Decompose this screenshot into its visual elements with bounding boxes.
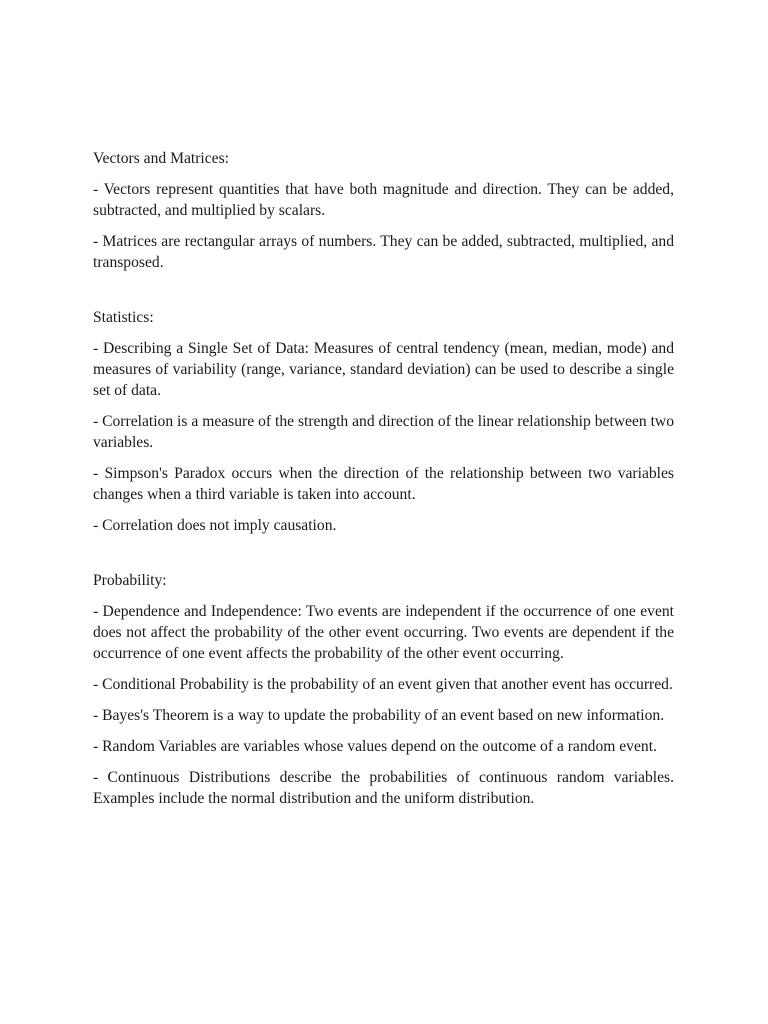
paragraph: - Matrices are rectangular arrays of numbers. They can be added, subtracted, multiplied, and transposed.	[93, 233, 674, 271]
paragraph: - Dependence and Independence: Two events are independent if the occurrence of one event does not affect the probability of the other event occurring. Two events are dependent if the occurrence of one event affects the probability of the other event occurring.	[93, 603, 674, 662]
paragraph: - Vectors represent quantities that have both magnitude and direction. They can be added, subtracted, and multiplied by scalars.	[93, 181, 674, 219]
paragraph: - Bayes's Theorem is a way to update the probability of an event based on new information.	[93, 707, 665, 724]
paragraph: - Correlation is a measure of the strength and direction of the linear relationship between two variables.	[93, 413, 674, 451]
section-statistics	[93, 307, 674, 536]
paragraph: - Simpson's Paradox occurs when the direction of the relationship between two variables changes when a third variable is taken into account.	[93, 465, 674, 503]
paragraph: - Continuous Distributions describe the probabilities of continuous random variables. Examples include the normal distribution and the uniform distribution.	[93, 769, 674, 807]
section-heading: Vectors and Matrices:	[93, 150, 229, 167]
document-body	[93, 148, 674, 843]
section-probability	[93, 570, 674, 809]
paragraph: - Conditional Probability is the probability of an event given that another event has occurred.	[93, 676, 673, 693]
paragraph: - Describing a Single Set of Data: Measures of central tendency (mean, median, mode) and measures of variability (range, variance, standard deviation) can be used to describe a single set of data.	[93, 340, 674, 399]
section-vectors-and-matrices	[93, 148, 674, 273]
paragraph: - Random Variables are variables whose values depend on the outcome of a random event.	[93, 738, 657, 755]
paragraph: - Correlation does not imply causation.	[93, 517, 337, 534]
section-heading: Statistics:	[93, 309, 154, 326]
section-heading: Probability:	[93, 572, 167, 589]
